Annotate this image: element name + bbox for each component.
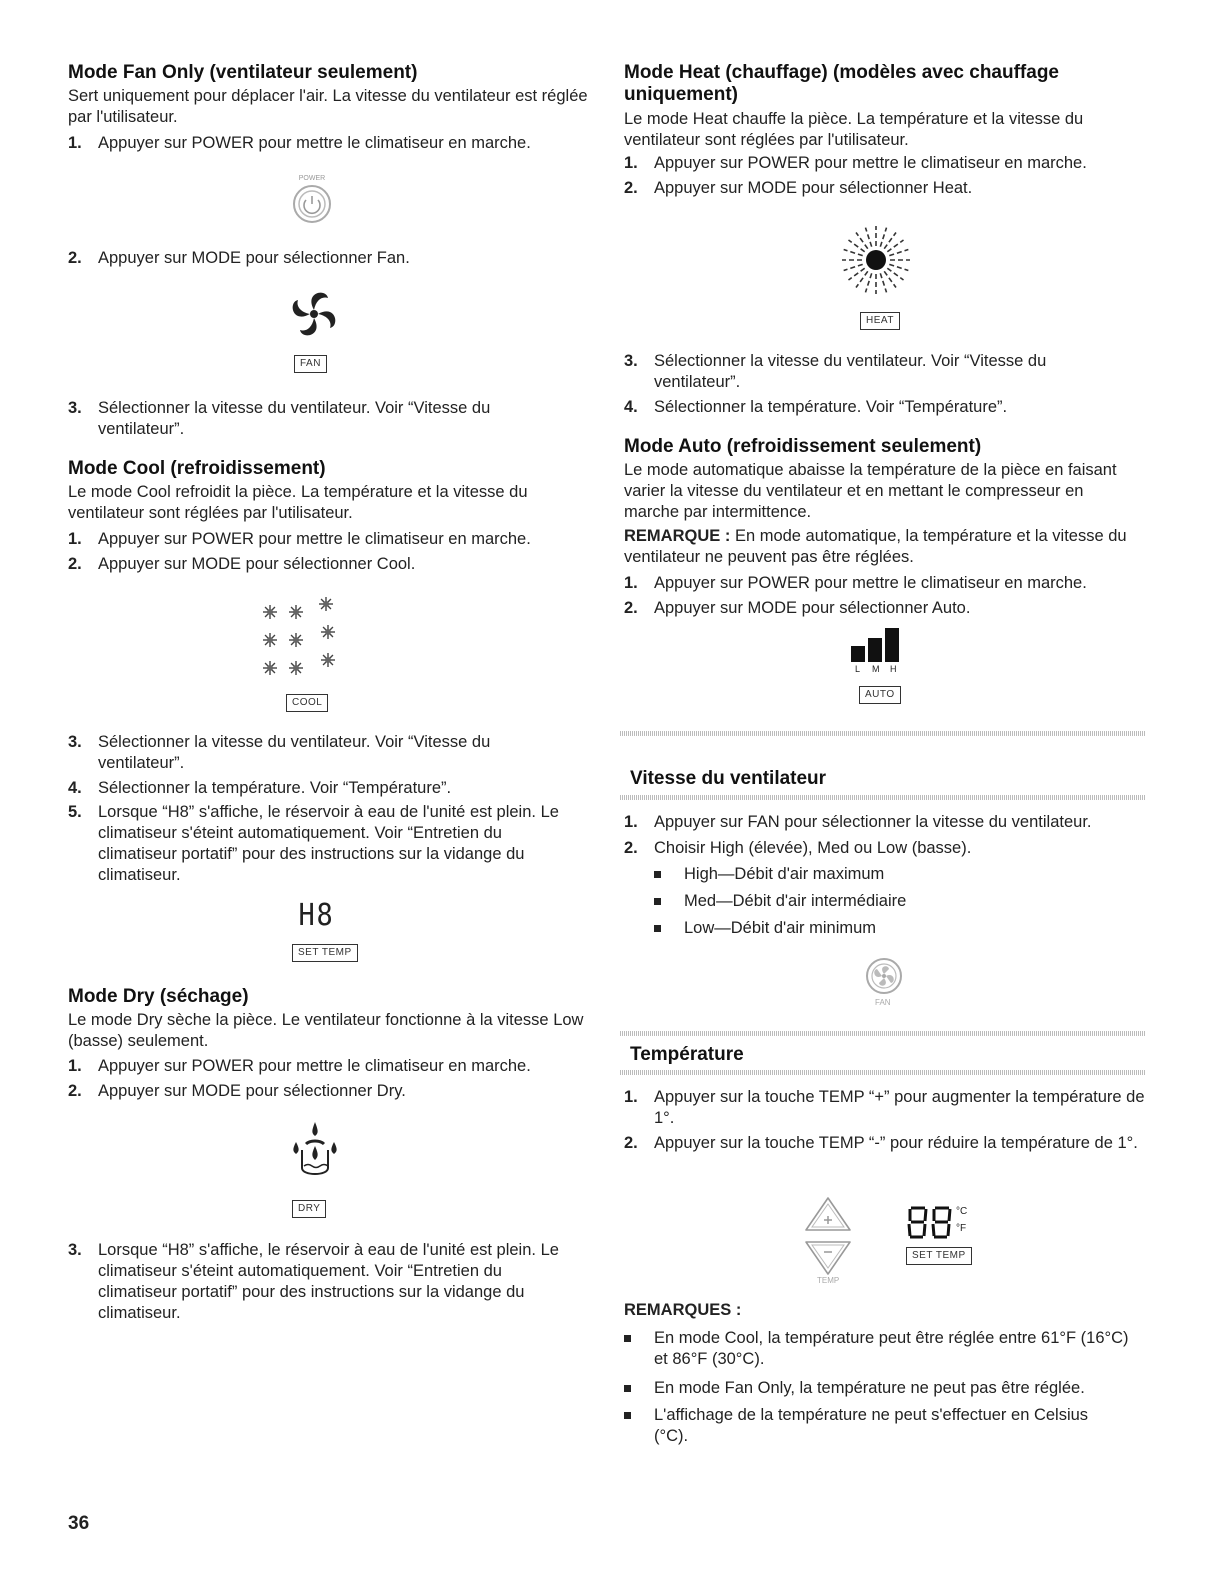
h8-display: H8	[298, 898, 335, 933]
sun-ray	[889, 264, 908, 270]
sun-ray	[880, 228, 886, 247]
sun-ray	[844, 264, 863, 270]
auto-intro: Le mode automatique abaisse la température de la pièce en faisant varier la vitesse du ventilateur et en mettant le compresseur en marche par intermittence.	[624, 461, 1117, 521]
power-label: POWER	[298, 175, 326, 182]
heat-step-2: 2. Appuyer sur MODE pour sélectionner Heat.	[624, 179, 973, 197]
dry-step-3: 3. Lorsque “H8” s'affiche, le réservoir à eau de l'unité est plein. Le climatiseur s'éteint automatiquement. Voir “Entretien du climatiseur portatif” pour des instructions sur la vidange du climatiseur.	[68, 1241, 559, 1322]
cool-tag: COOL	[286, 694, 328, 712]
temperature-step-1: 1. Appuyer sur la touche TEMP “+” pour augmenter la température de 1°.	[624, 1088, 1145, 1127]
fan-only-step-3: 3. Sélectionner la vitesse du ventilateur. Voir “Vitesse du ventilateur”.	[68, 399, 491, 438]
fan-tag: FAN	[294, 355, 327, 373]
fan-speed-title: Vitesse du ventilateur	[630, 768, 827, 789]
lmh-m: M	[872, 664, 880, 674]
temperature-settemp-tag: SET TEMP	[906, 1247, 972, 1265]
heat-step-4: 4. Sélectionner la température. Voir “Température”.	[624, 398, 1008, 416]
lmh-l: L	[855, 664, 861, 674]
fan-only-intro: Sert uniquement pour déplacer l'air. La vitesse du ventilateur est réglée par l'utilisateur.	[68, 87, 588, 126]
temperature-title: Température	[630, 1044, 744, 1065]
remark-item: En mode Cool, la température peut être réglée entre 61°F (16°C) et 86°F (30°C).	[624, 1328, 1134, 1370]
auto-title: Mode Auto (refroidissement seulement)	[624, 436, 982, 457]
snowflake-icon	[263, 605, 277, 619]
heat-sun-icon	[838, 222, 914, 298]
sun-ray	[844, 249, 863, 255]
segment	[924, 1224, 925, 1236]
snowflake-icon	[321, 625, 335, 639]
cool-step-1: 1. Appuyer sur POWER pour mettre le climatiseur en marche.	[68, 530, 531, 548]
cool-intro: Le mode Cool refroidit la pièce. La température et la vitesse du ventilateur sont réglées par l'utilisateur.	[68, 483, 528, 522]
snowflake-icon	[263, 633, 277, 647]
snowflake-icon	[289, 633, 303, 647]
cool-step-4: 4. Sélectionner la température. Voir “Température”.	[68, 779, 452, 797]
fan-speed-bullet: High—Débit d'air maximum	[654, 864, 1134, 885]
unit-f: °F	[956, 1223, 967, 1234]
auto-tag: AUTO	[859, 686, 901, 704]
section-rule	[620, 795, 1145, 800]
fan-button-label: FAN	[875, 998, 891, 1007]
fan-button-icon	[864, 956, 904, 1010]
fan-speed-bullet: Med—Débit d'air intermédiaire	[654, 891, 1134, 912]
dry-title: Mode Dry (séchage)	[68, 986, 249, 1007]
fan-only-title: Mode Fan Only (ventilateur seulement)	[68, 62, 418, 83]
remark-item: L'affichage de la température ne peut s'effectuer en Celsius (°C).	[624, 1405, 1094, 1447]
heat-step-3: 3. Sélectionner la vitesse du ventilateur. Voir “Vitesse du ventilateur”.	[624, 352, 1047, 391]
dry-intro: Le mode Dry sèche la pièce. Le ventilateur fonctionne à la vitesse Low (basse) seulement.	[68, 1011, 584, 1050]
cool-step-3: 3. Sélectionner la vitesse du ventilateur. Voir “Vitesse du ventilateur”.	[68, 733, 491, 772]
sun-ray	[865, 273, 871, 292]
fan-only-step-2: 2. Appuyer sur MODE pour sélectionner Fan.	[68, 249, 410, 267]
heat-title: Mode Heat (chauffage) (modèles avec chauffage uniquement)	[624, 62, 1059, 105]
dry-drops-icon	[280, 1120, 350, 1190]
cool-title: Mode Cool (refroidissement)	[68, 458, 326, 479]
auto-remark: REMARQUE : En mode automatique, la température et la vitesse du ventilateur ne peuvent pas être réglées.	[624, 527, 1127, 566]
lmh-h: H	[890, 664, 897, 674]
dry-step-2: 2. Appuyer sur MODE pour sélectionner Dry.	[68, 1082, 406, 1100]
dry-step-1: 1. Appuyer sur POWER pour mettre le climatiseur en marche.	[68, 1057, 531, 1075]
segment	[949, 1209, 950, 1221]
temp-buttons-icon	[800, 1194, 856, 1290]
page-number: 36	[68, 1513, 90, 1534]
remark-item: En mode Fan Only, la température ne peut pas être réglée.	[624, 1378, 1134, 1399]
dry-tag: DRY	[292, 1200, 326, 1218]
temperature-step-2: 2. Appuyer sur la touche TEMP “-” pour réduire la température de 1°.	[624, 1134, 1138, 1152]
heat-intro: Le mode Heat chauffe la pièce. La température et la vitesse du ventilateur sont réglées par l'utilisateur.	[624, 110, 1084, 149]
auto-step-2: 2. Appuyer sur MODE pour sélectionner Auto.	[624, 599, 971, 617]
snowflake-icon	[263, 661, 277, 675]
snowflake-icon	[321, 653, 335, 667]
fan-speed-bullet: Low—Débit d'air minimum	[654, 918, 1134, 939]
cool-step-5: 5. Lorsque “H8” s'affiche, le réservoir à eau de l'unité est plein. Le climatiseur s'éteint automatiquement. Voir “Entretien du climatiseur portatif” pour des instructions sur la vidange du climatiseur.	[68, 803, 559, 884]
snowflakes-icon	[256, 594, 356, 676]
segment	[933, 1224, 934, 1236]
snowflake-icon	[289, 661, 303, 675]
sun-ray	[865, 228, 871, 247]
auto-step-1: 1. Appuyer sur POWER pour mettre le climatiseur en marche.	[624, 574, 1087, 592]
sun-ray	[880, 273, 886, 292]
fan-speed-bars-icon	[848, 620, 908, 676]
snowflake-icon	[289, 605, 303, 619]
fan-speed-step-2: 2. Choisir High (élevée), Med ou Low (basse).	[624, 839, 972, 857]
fan-only-step-1: 1. Appuyer sur POWER pour mettre le climatiseur en marche.	[68, 134, 531, 152]
fan-speed-step-1: 1. Appuyer sur FAN pour sélectionner la vitesse du ventilateur.	[624, 813, 1092, 831]
segment	[925, 1209, 926, 1221]
temp-display	[906, 1206, 972, 1240]
cool-settemp-tag: SET TEMP	[292, 944, 358, 962]
fan-swirl-icon	[286, 286, 342, 342]
heat-tag: HEAT	[860, 312, 900, 330]
sun-ray	[889, 249, 908, 255]
heat-step-1: 1. Appuyer sur POWER pour mettre le climatiseur en marche.	[624, 154, 1087, 172]
segment	[909, 1224, 910, 1236]
power-button-icon	[282, 170, 342, 230]
section-rule	[620, 731, 1145, 736]
cool-step-2: 2. Appuyer sur MODE pour sélectionner Cool.	[68, 555, 416, 573]
remarks-title: REMARQUES :	[624, 1301, 742, 1319]
snowflake-icon	[319, 597, 333, 611]
unit-c: °C	[956, 1206, 968, 1217]
segment	[948, 1224, 949, 1236]
section-rule	[620, 1070, 1145, 1075]
temp-label: TEMP	[817, 1276, 840, 1285]
section-rule	[620, 1031, 1145, 1036]
